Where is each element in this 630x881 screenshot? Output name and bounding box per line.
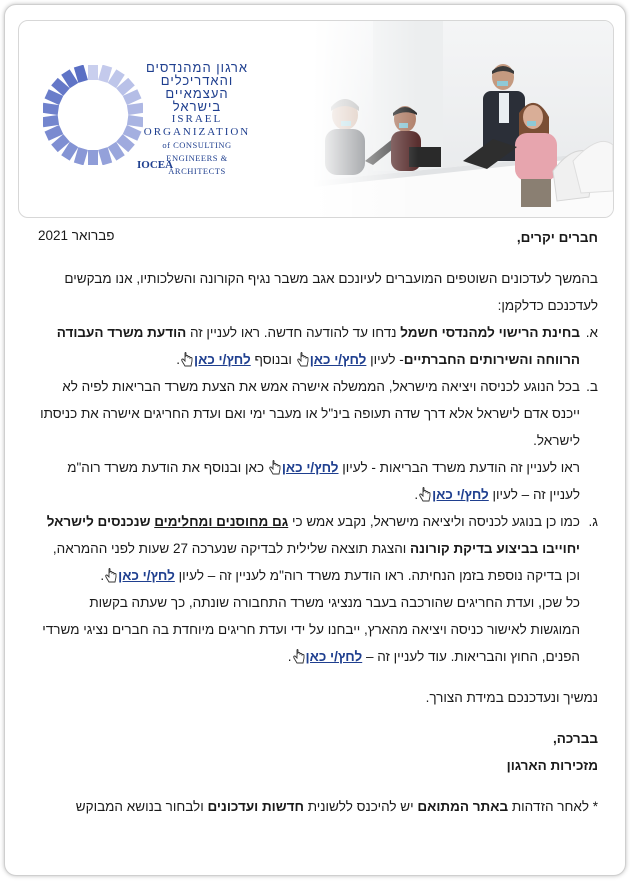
item-marker: ב. bbox=[586, 379, 598, 394]
item-c-text2: והצגת תוצאה שלילית לבדיקה שנערכה 27 שעות לפני ההמראה, וכן בדיקה נוספת בזמן הנחיתה. ראו הודעת משרד רוה"מ לעניין זה – לעיון bbox=[52, 541, 580, 583]
meeting-photo bbox=[313, 21, 613, 217]
item-b-paragraph-2 bbox=[38, 454, 580, 508]
item-a-link-2[interactable]: לחץ/י כאן bbox=[194, 352, 251, 367]
org-name-he-4: בישראל bbox=[172, 99, 222, 114]
logo-ring-segment bbox=[88, 65, 98, 80]
org-name-he-2: והאדריכלים bbox=[160, 73, 234, 88]
logo-ring-segment bbox=[43, 103, 59, 115]
list-item-b bbox=[38, 373, 598, 508]
item-a-text3: ובנוסף bbox=[250, 352, 296, 367]
item-c-paragraph-2 bbox=[38, 589, 580, 670]
footnote-text1: * לאחר הזדהות bbox=[508, 799, 598, 814]
item-a-bold2: הודעת משרד העבודה הרווחה והשירותים החברתיים bbox=[56, 325, 580, 367]
header-banner bbox=[18, 20, 614, 218]
footnote-text3: ולבחור בנושא המבוקש bbox=[75, 799, 208, 814]
org-name-en-1: ISRAEL bbox=[171, 113, 223, 125]
item-c-link-1[interactable]: לחץ/י כאן bbox=[118, 568, 175, 583]
item-marker: א. bbox=[585, 325, 598, 340]
signature-greeting: בברכה, bbox=[552, 731, 598, 746]
footnote-bold1: באתר המתואם bbox=[417, 799, 509, 814]
item-marker: ג. bbox=[588, 514, 598, 529]
footnote-bold2: חדשות ועדכונים bbox=[207, 799, 304, 814]
footnote bbox=[38, 793, 598, 820]
item-c-text5: . bbox=[287, 649, 292, 664]
item-c-text1: כמו כן בנוגע לכניסה וליציאה מישראל, נקבע אמש כי bbox=[288, 514, 580, 529]
logo-ring-segment bbox=[43, 115, 59, 127]
signature-sender: מזכירות הארגון bbox=[506, 758, 598, 773]
item-a-text4: . bbox=[176, 352, 181, 367]
item-b-text4: . bbox=[414, 487, 419, 502]
item-a-text2: - לעיון bbox=[366, 352, 404, 367]
item-c-text4: כל שכן, ועדת החריגים שהורכבה בעבר מנציגי משרד התחבורה שונתה, כך שעתה בקשות המוגשות לאישור כניסה ויציאה מהארץ, ייבחנו על ידי ועדת חריגים מיוחדת בה חברים נציגי משרדי הפנים, החוץ והבריאות. עוד לעניין זה – bbox=[42, 595, 580, 664]
hand-pointer-icon bbox=[268, 460, 282, 476]
item-b-text2: ראו לעניין זה הודעת משרד הבריאות - לעיון bbox=[338, 460, 580, 475]
item-a-text1: נדחו עד להודעה חדשה. ראו לעניין זה bbox=[186, 325, 401, 340]
hand-pointer-icon bbox=[104, 568, 118, 584]
hand-pointer-icon bbox=[296, 352, 310, 368]
org-name-en-4: ENGINEERS & ARCHITECTS bbox=[166, 153, 228, 176]
item-b-link-2[interactable]: לחץ/י כאן bbox=[432, 487, 489, 502]
footnote-text2: יש להיכנס ללשונית bbox=[303, 799, 418, 814]
item-b-link-1[interactable]: לחץ/י כאן bbox=[281, 460, 339, 475]
logo-ring-segment bbox=[88, 150, 98, 165]
org-name-en-3: of CONSULTING bbox=[162, 140, 232, 150]
org-acronym: IOCEA bbox=[137, 159, 174, 171]
closing-line: נמשיך ונעדכנכם במידת הצורך. bbox=[425, 690, 598, 705]
list-item-a bbox=[38, 319, 598, 373]
org-name-he-1: ארגון המהנדסים bbox=[145, 60, 249, 75]
item-c-text3: . bbox=[100, 568, 105, 583]
item-c-link-2[interactable]: לחץ/י כאן bbox=[305, 649, 363, 664]
org-name-en-2: ORGANIZATION bbox=[143, 126, 251, 138]
item-b-text3: כאן ובנוסף את הודעת משרד רוה"מ לעניין זה – לעיון bbox=[67, 460, 580, 502]
document-date: פברואר 2021 bbox=[38, 228, 115, 243]
item-a-link-1[interactable]: לחץ/י כאן bbox=[309, 352, 367, 367]
item-b-paragraph-1: בכל הנוגע לכניסה ויציאה מישראל, הממשלה אישרה אמש את הצעת משרד הבריאות לפיה לא ייכנס אדם לישראל אלא דרך שדה תעופה בינ"ל או מעבר ימי ואם ועדת החריגים אישרה את כניסתו לישראל. bbox=[40, 379, 580, 448]
intro-paragraph: בהמשך לעדכונים השוטפים המועברים לעיונכם אגב משבר נגיף הקורונה והשלכותיו, אנו מבקשים לעדכנכם כדלקמן: bbox=[64, 271, 598, 313]
org-name-he-3: העצמאיים bbox=[165, 86, 229, 101]
item-c-bold1: גם מחוסנים ומחלימים bbox=[154, 514, 289, 529]
item-c-paragraph-1 bbox=[38, 508, 580, 589]
organization-logo-icon bbox=[43, 65, 143, 165]
list-item-c bbox=[38, 508, 598, 670]
letter-body bbox=[38, 224, 598, 820]
salutation: חברים יקרים, bbox=[516, 230, 598, 245]
hand-pointer-icon bbox=[418, 487, 432, 503]
item-a-bold-start: בחינת הרישוי למהנדסי חשמל bbox=[400, 325, 580, 340]
item-c-bold2: שנכנסים לישראל יחוייבו בביצוע בדיקת קורונה bbox=[46, 514, 580, 556]
hand-pointer-icon bbox=[292, 649, 306, 665]
hand-pointer-icon bbox=[180, 352, 194, 368]
